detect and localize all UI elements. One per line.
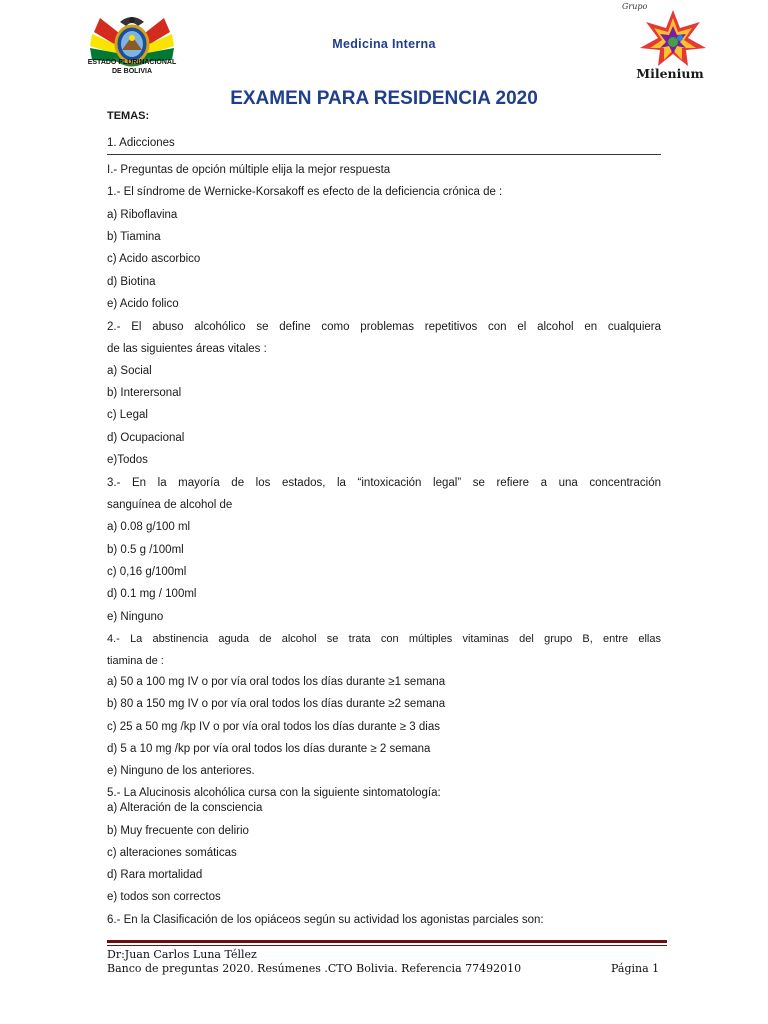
option-text: c) 25 a 50 mg /kp IV o por vía oral todos los días durante ≥ 3 dias <box>107 721 440 733</box>
crest-caption-line: DE BOLIVIA <box>111 68 153 75</box>
option-text: d) 5 a 10 mg /kp por vía oral todos los días durante ≥ 2 semana <box>107 743 431 755</box>
option-text: b) 0.5 g /100ml <box>107 544 184 556</box>
header-subtitle: Medicina Interna <box>332 37 436 51</box>
option-text: c) Acido ascorbico <box>107 253 201 265</box>
question-2: 2.- El abuso alcohólico se define como problemas repetitivos con el alcohol en cualquiera <box>107 321 661 333</box>
exam-title: EXAMEN PARA RESIDENCIA 2020 <box>230 88 538 109</box>
footer-source: Banco de preguntas 2020. Resúmenes .CTO Bolivia. Referencia 77492010 <box>107 962 522 975</box>
logo-name: Milenium <box>636 66 704 81</box>
question-4-continued: tiamina de : <box>107 655 164 667</box>
option-text: a) 0.08 g/100 ml <box>107 521 191 533</box>
crest-caption <box>72 58 192 76</box>
logo-script-text: Grupo <box>622 2 648 11</box>
question-3-continued: sanguínea de alcohol de <box>107 499 233 511</box>
question-3: 3.- En la mayoría de los estados, la “intoxicación legal” se refiere a una concentración <box>107 477 661 489</box>
option-text: c) alteraciones somáticas <box>107 847 237 859</box>
option-text: b) 80 a 150 mg IV o por vía oral todos los días durante ≥2 semana <box>107 698 446 710</box>
section-instructions: I.- Preguntas de opción múltiple elija la mejor respuesta <box>107 164 391 176</box>
option-text: e) Ninguno de los anteriores. <box>107 765 255 777</box>
question-6: 6.- En la Clasificación de los opiáceos según su actividad los agonistas parciales son: <box>107 914 544 926</box>
option-text: a) Alteración de la consciencia <box>107 802 263 814</box>
option-text: c) Legal <box>107 409 148 421</box>
option-text: b) Interersonal <box>107 387 182 399</box>
option-text: e)Todos <box>107 454 148 466</box>
footer-author: Dr:Juan Carlos Luna Téllez <box>107 948 257 961</box>
footer-divider <box>107 940 667 943</box>
option-text: e) Acido folico <box>107 298 179 310</box>
bolivia-coat-of-arms-icon <box>78 10 186 94</box>
option-text: e) Ninguno <box>107 611 164 623</box>
option-text: b) Tiamina <box>107 231 161 243</box>
question-5: 5.- La Alucinosis alcohólica cursa con la siguiente sintomatología: <box>107 787 441 799</box>
option-text: e) todos son correctos <box>107 891 221 903</box>
topic-item: 1. Adicciones <box>107 137 175 149</box>
option-text: d) Ocupacional <box>107 432 185 444</box>
option-text: a) Social <box>107 365 152 377</box>
option-text: a) Riboflavina <box>107 209 178 221</box>
page-number: Página 1 <box>611 962 660 975</box>
option-text: d) 0.1 mg / 100ml <box>107 588 197 600</box>
question-2-continued: de las siguientes áreas vitales : <box>107 343 267 355</box>
option-text: a) 50 a 100 mg IV o por vía oral todos los días durante ≥1 semana <box>107 676 446 688</box>
question-1: 1.- El síndrome de Wernicke-Korsakoff es efecto de la deficiencia crónica de : <box>107 186 503 198</box>
crest-caption-line: ESTADO PLURINACIONAL <box>87 59 177 66</box>
option-text: d) Biotina <box>107 276 156 288</box>
option-text: c) 0,16 g/100ml <box>107 566 187 578</box>
footer-divider-thin <box>107 945 667 946</box>
topics-label: TEMAS: <box>107 110 150 122</box>
question-4: 4.- La abstinencia aguda de alcohol se trata con múltiples vitaminas del grupo B, entre ellas <box>107 633 661 645</box>
section-divider <box>107 154 661 155</box>
option-text: b) Muy frecuente con delirio <box>107 825 249 837</box>
option-text: d) Rara mortalidad <box>107 869 203 881</box>
